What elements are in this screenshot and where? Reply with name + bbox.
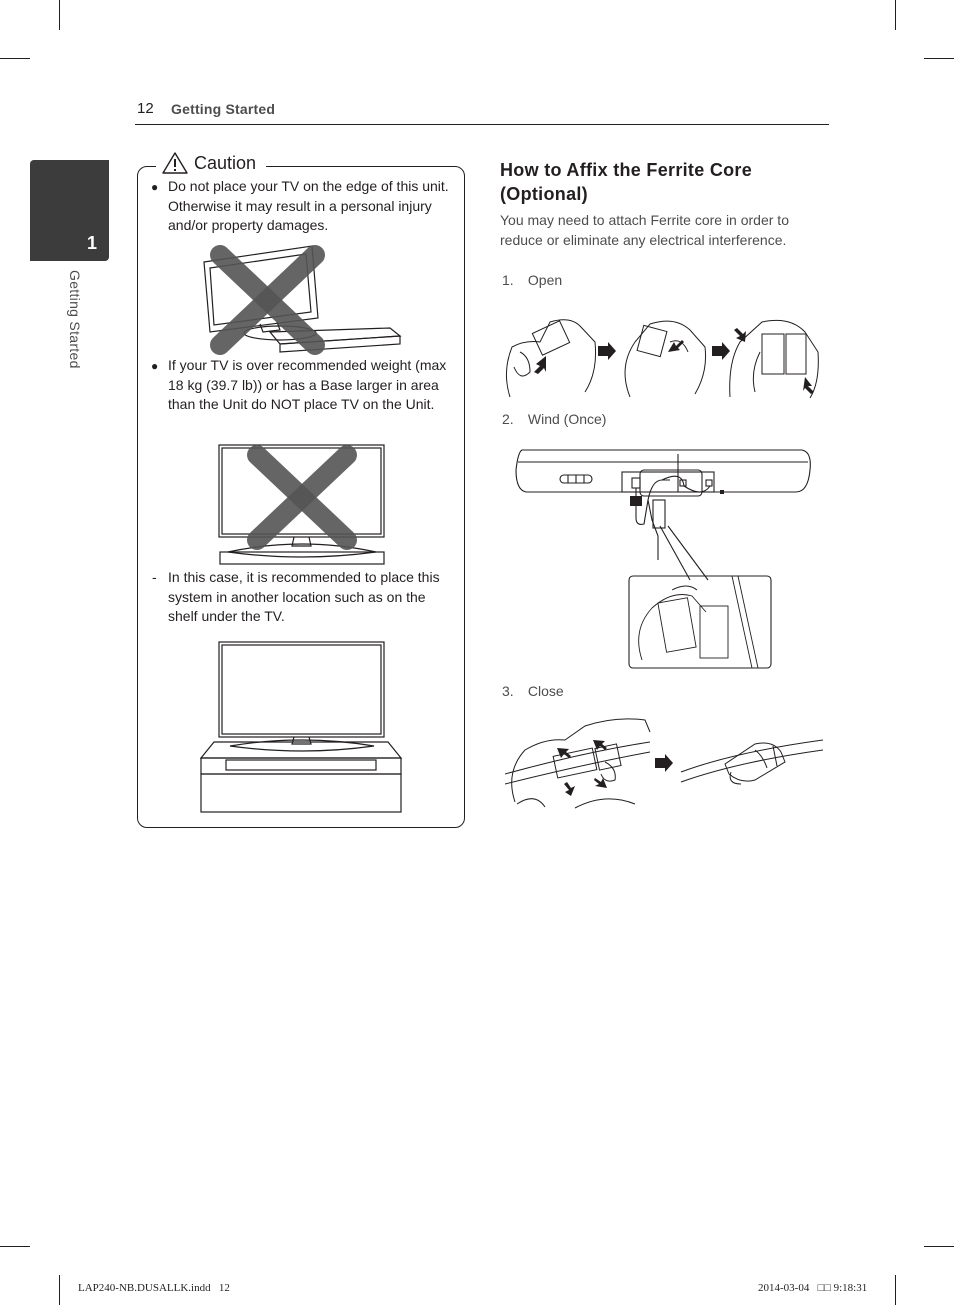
step-3: [502, 683, 564, 699]
crop-mark: [0, 1246, 30, 1247]
step-label: Close: [527, 683, 564, 699]
bullet-dot: ●: [151, 180, 159, 194]
open-ferrite-illustration: [500, 312, 822, 402]
crop-mark: [59, 1275, 60, 1305]
warning-triangle-icon: [162, 152, 188, 174]
ferrite-intro: You may need to attach Ferrite core in order to reduce or eliminate any electrical interference.: [500, 212, 789, 248]
step-2: [502, 411, 606, 427]
step-1: [502, 272, 562, 288]
crop-mark: [0, 58, 30, 59]
bullet-dot: ●: [151, 359, 159, 373]
oversized-tv-illustration: [212, 440, 392, 570]
header-rule: [135, 124, 829, 125]
crop-mark: [895, 1275, 896, 1305]
chapter-label: Getting Started: [67, 270, 83, 369]
footer-file-info: LAP240-NB.DUSALLK.indd 12: [78, 1282, 230, 1294]
footer-timestamp: 2014-03-04 □□ 9:18:31: [758, 1282, 868, 1294]
crop-mark: [924, 58, 954, 59]
section-title: Getting Started: [171, 101, 276, 117]
tv-on-shelf-illustration: [198, 640, 404, 816]
caution-bullet-1: Do not place your TV on the edge of this unit. Otherwise it may result in a personal injury and/or property damages.: [168, 178, 449, 233]
step-number: 3.: [502, 683, 514, 699]
close-ferrite-illustration: [505, 712, 823, 812]
tv-on-edge-illustration: [200, 240, 405, 355]
chapter-number: 1: [86, 233, 97, 253]
crop-mark: [924, 1246, 954, 1247]
step-label: Wind (Once): [527, 411, 607, 427]
page-number: 12: [137, 100, 154, 117]
crop-mark: [59, 0, 60, 30]
step-label: Open: [527, 272, 563, 288]
ferrite-heading: How to Affix the Ferrite Core (Optional): [500, 160, 753, 204]
caution-bullet-2: If your TV is over recommended weight (max 18 kg (39.7 lb)) or has a Base larger in area than the Unit do NOT place TV on the Unit.: [168, 357, 447, 412]
caution-title: Caution: [194, 152, 257, 173]
caution-note: In this case, it is recommended to place this system in another location such as on the shelf under the TV.: [168, 569, 440, 624]
note-marker: -: [152, 569, 157, 585]
caution-header: [156, 150, 266, 176]
crop-mark: [895, 0, 896, 30]
step-number: 1.: [502, 272, 514, 288]
wind-ferrite-illustration: [512, 440, 814, 672]
step-number: 2.: [502, 411, 514, 427]
